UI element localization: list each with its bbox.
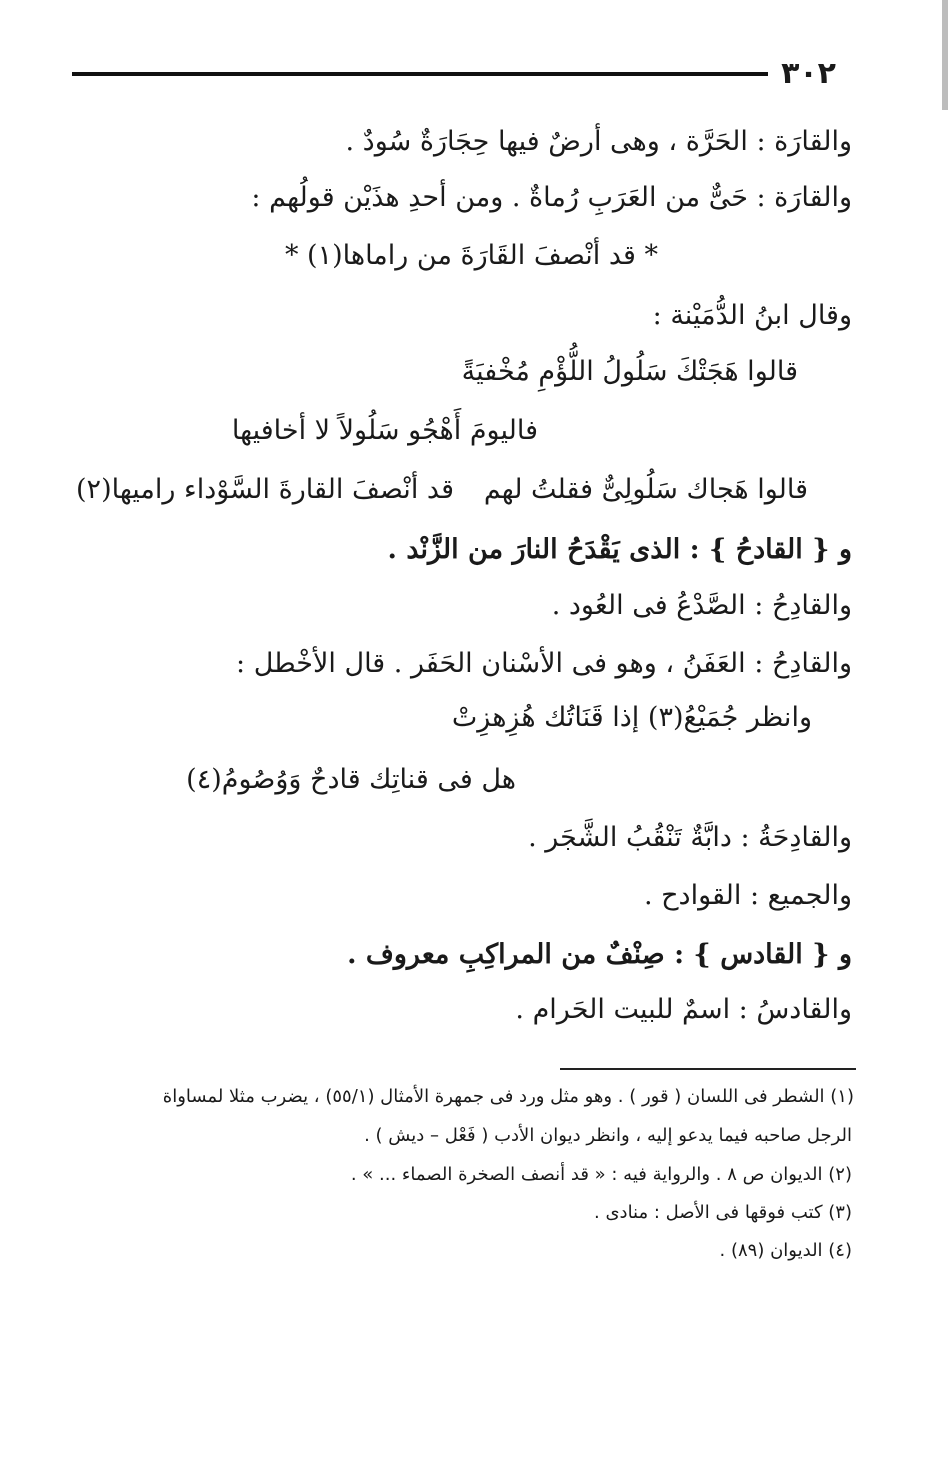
footnote-4: (٤) الديوان (٨٩) .	[719, 1240, 852, 1261]
page-number: ٣٠٢	[781, 56, 836, 91]
poem-line-5: هل فى قناتِك قادحٌ وَوُصُومُ(٤)	[186, 764, 516, 795]
text-line-7: والجميع : القوادح .	[643, 880, 852, 911]
poem-line-3b: قد أنْصفَ القارةَ السَّوْداء راميها(٢)	[76, 474, 454, 505]
entry-heading-qadih: و { القادحُ } : الذى يَقْدَحُ النارَ من الزَّنْد .	[387, 534, 852, 565]
header-rule	[72, 72, 768, 76]
poem-line-2: فاليومَ أَهْجُو سَلُولاً لا أخافيها	[231, 415, 538, 446]
text-line-5: والقادِحُ : العَفَنُ ، وهو فى الأسْنان الحَفَر . قال الأخْطل :	[236, 648, 852, 679]
footnote-3: (٣) كتب فوقها فى الأصل : منادى .	[594, 1202, 852, 1223]
text-line-3: وقال ابنُ الدُّمَيْنة :	[652, 300, 852, 331]
footnote-1a: (١) الشطر فى اللسان ( قور ) . وهو مثل ورد فى جمهرة الأمثال (٥٥/١) ، يضرب مثلا لمساواة	[162, 1086, 854, 1107]
poem-line-3a: قالوا هَجاك سَلُولِىٌّ فقلتُ لهم	[483, 474, 808, 505]
entry-heading-qadis: و { القادس } : صِنْفٌ من المراكِبِ معروف .	[347, 939, 852, 970]
scan-edge-shadow	[942, 0, 948, 110]
quoted-verse: * قد أنْصفَ القَارَةَ من راماها(١) *	[284, 240, 658, 271]
text-line-8: والقادسُ : اسمٌ للبيت الحَرام .	[515, 994, 852, 1025]
footnote-2: (٢) الديوان ص ٨ . والرواية فيه : « قد أنصف الصخرة الصماء ... » .	[350, 1164, 852, 1185]
text-line-6: والقادِحَةُ : دابَّةٌ تَنْقُبُ الشَّجَر .	[528, 822, 852, 853]
footnote-rule	[560, 1068, 856, 1070]
footnote-1b: الرجل صاحبه فيما يدعو إليه ، وانظر ديوان الأدب ( فَعْل – ديش ) .	[364, 1125, 852, 1146]
poem-line-1: قالوا هَجَتْكَ سَلُولُ اللُّؤْمِ مُخْفيَةً	[461, 356, 798, 387]
text-line-1: والقارَة : الحَرَّة ، وهى أرضٌ فيها حِجَارَةٌ سُودٌ .	[345, 126, 852, 157]
poem-line-4: وانظر جُمَيْعُ(٣) إذا قَنَاتُك هُزِهزِتْ	[451, 702, 812, 733]
text-line-4: والقادِحُ : الصَّدْعُ فى العُود .	[551, 590, 852, 621]
text-line-2: والقارَة : حَىٌّ من العَرَبِ رُماةٌ . ومن أحدِ هذَيْن قولُهم :	[251, 182, 852, 213]
